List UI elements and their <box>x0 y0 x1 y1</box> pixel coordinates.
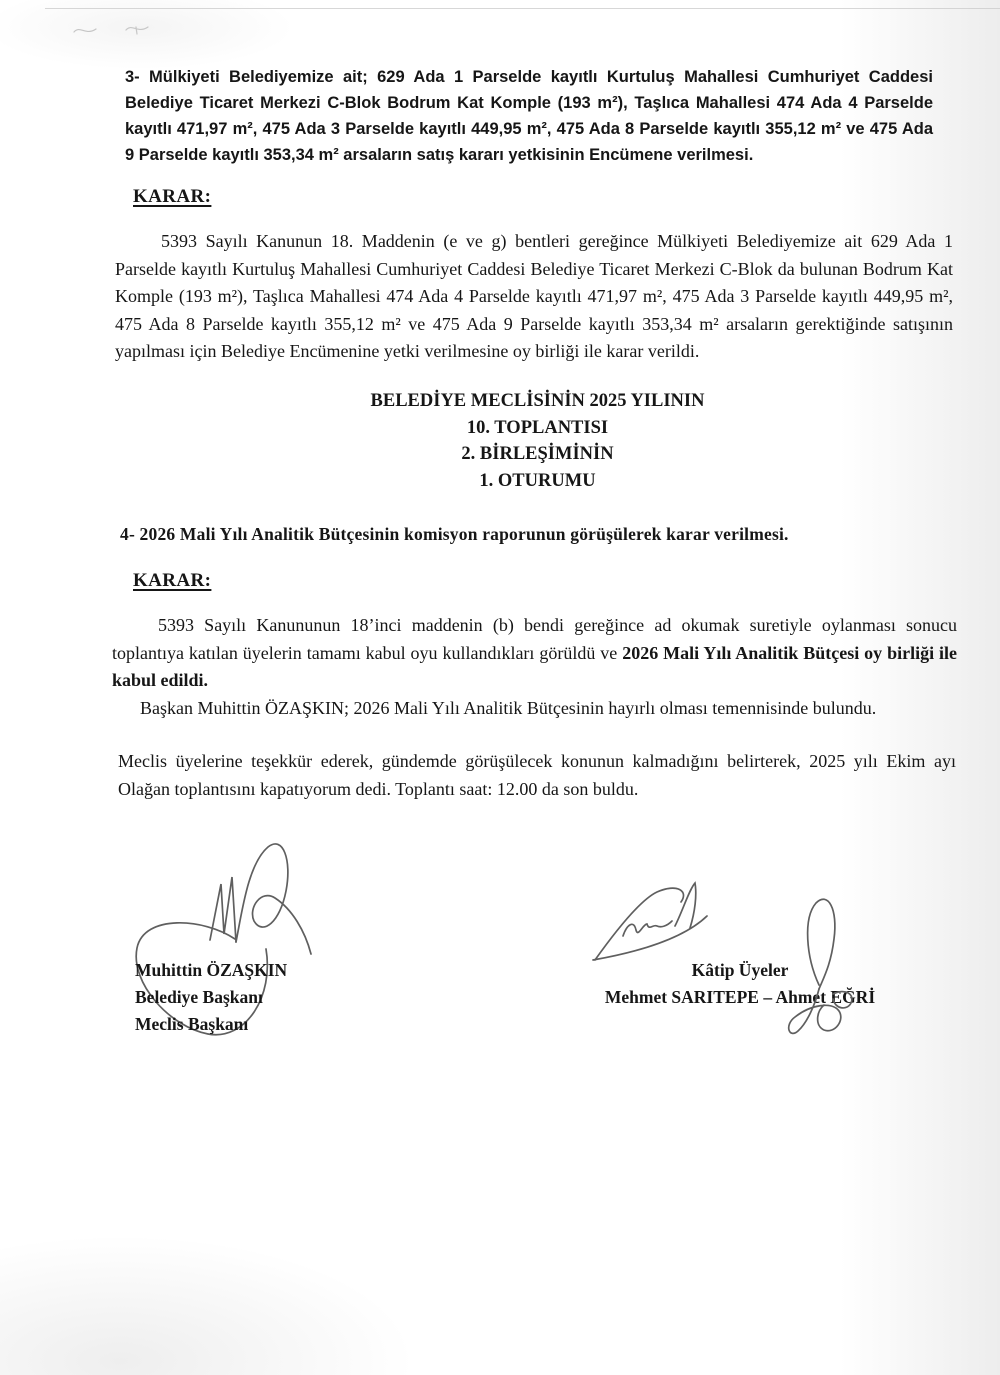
karar-2-remark: Başkan Muhittin ÖZAŞKIN; 2026 Mali Yılı Analitik Bütçesinin hayırlı olması temennisinde bulundu. <box>140 697 877 718</box>
clerks-role: Kâtip Üyeler <box>691 960 789 980</box>
clerks-names: Mehmet SARITEPE – Ahmet EĞRİ <box>604 987 876 1007</box>
session-heading-line-2: 10. TOPLANTISI <box>466 417 609 438</box>
scan-line-artifact <box>45 8 1000 9</box>
karar-body-2-bold: 2026 Mali Yılı Analitik Bütçesi oy birliği ile kabul edildi. <box>112 642 957 690</box>
mayor-signature-block <box>135 957 287 1038</box>
mayor-title-1: Belediye Başkanı <box>135 987 263 1007</box>
karar-body-1: 5393 Sayılı Kanunun 18. Maddenin (e ve g) bentleri gereğince Mülkiyeti Belediyemize ait 629 Ada 1 Parselde kayıtlı Kurtuluş Mahallesi Cumhuriyet Caddesi Belediye Ticaret Merkezi C-Blok da bulunan Bodrum Kat Komple (193 m²), Taşlıca Mahallesi 474 Ada 4 Parselde kayıtlı 471,97 m², 475 Ada 3 Parselde kayıtlı 449,95 m², 475 Ada 8 Parselde kayıtlı 355,12 m² ve 475 Ada 9 Parselde kayıtlı 353,34 m² arsaların gerektiğinde satışının yapılması için Belediye Encümenine yetki verilmesine oy birliği ile karar verildi. <box>115 231 953 361</box>
agenda-item-4: 4- 2026 Mali Yılı Analitik Bütçesinin komisyon raporunun görüşülerek karar verilmesi. <box>120 524 789 544</box>
karar-body-2 <box>112 612 957 695</box>
session-heading-line-3: 2. BİRLEŞİMİNİN <box>461 444 614 464</box>
clerk-signature-2 <box>775 893 870 1048</box>
mayor-title-2: Meclis Başkanı <box>135 1014 249 1034</box>
karar-body-2-normal: 5393 Sayılı Kanununun 18’inci maddenin (b) bendi gereğince ad okumak suretiyle oylanması sonucu toplantıya katılan üyelerin tamamı kabul oyu kullandıkları görüldü ve <box>112 615 957 663</box>
karar-2-section <box>112 612 957 722</box>
mayor-name: Muhittin ÖZAŞKIN <box>135 960 288 980</box>
karar-heading-1: KARAR: <box>133 186 212 207</box>
scan-smudge-artifact <box>70 20 190 44</box>
session-heading-line-1: BELEDİYE MECLİSİNİN 2025 YILININ <box>370 391 705 411</box>
session-heading <box>115 388 960 494</box>
karar-heading-2: KARAR: <box>133 570 212 591</box>
session-heading-line-4: 1. OTURUMU <box>479 470 596 491</box>
agenda-item-3: 3- Mülkiyeti Belediyemize ait; 629 Ada 1 Parselde kayıtlı Kurtuluş Mahallesi Cumhuriyet Caddesi Belediye Ticaret Merkezi C-Blok Bodrum Kat Komple (193 m²), Taşlıca Mahallesi 474 Ada 4 Parselde kayıtlı 471,97 m², 475 Ada 3 Parselde kayıtlı 449,95 m², 475 Ada 8 Parselde kayıtlı 355,12 m² ve 475 Ada 9 Parselde kayıtlı 353,34 m² arsaların satış kararı yetkisinin Encümene verilmesi. <box>125 68 933 164</box>
closing-paragraph: Meclis üyelerine teşekkür ederek, gündemde görüşülecek konunun kalmadığını belirterek, 2025 yılı Ekim ayı Olağan toplantısını kapatıyorum dedi. Toplantı saat: 12.00 da son buldu. <box>118 751 956 799</box>
